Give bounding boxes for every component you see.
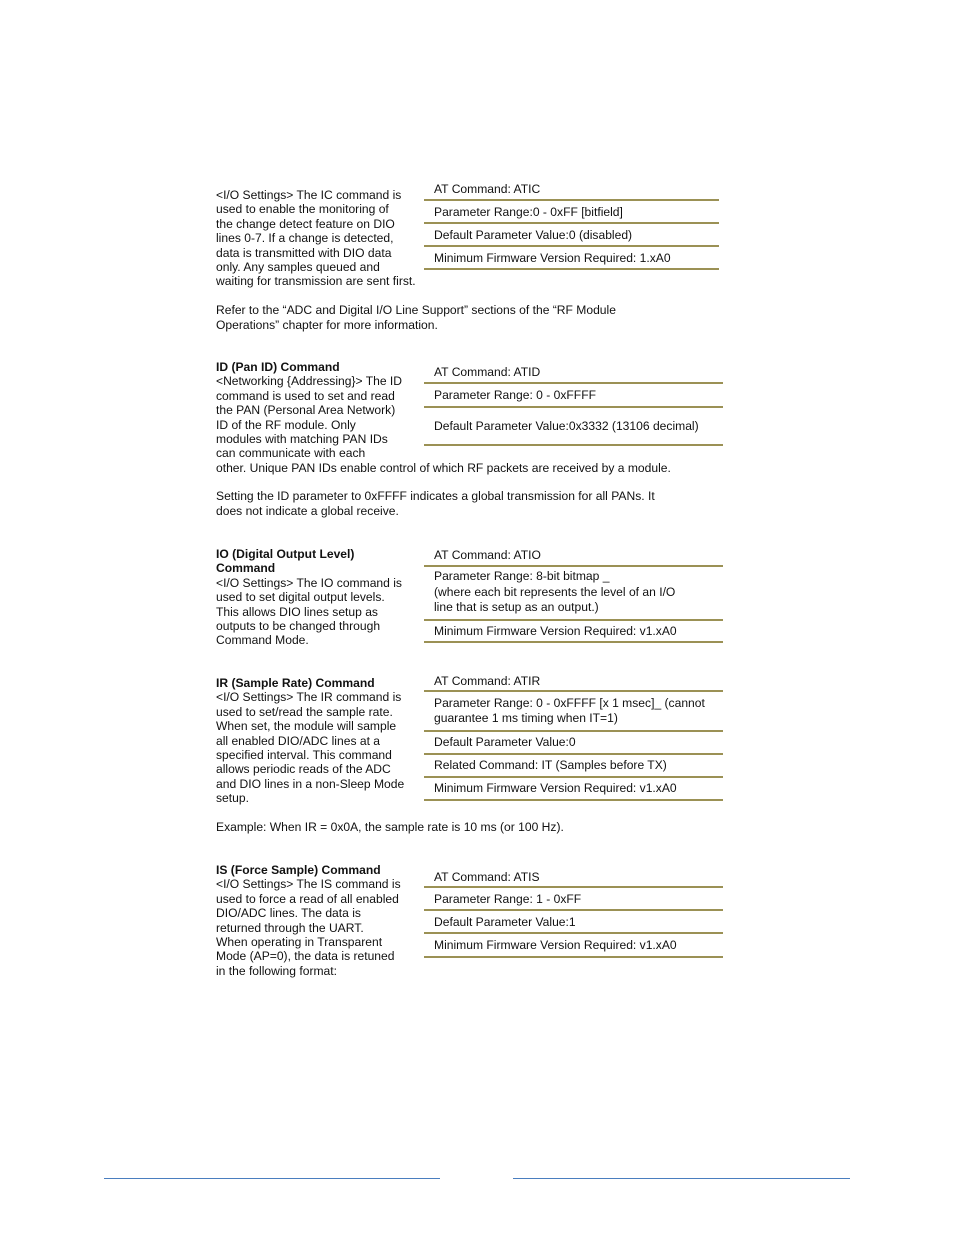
id-parameter-table [424,362,723,446]
desc-line: the PAN (Personal Area Network) [216,403,396,418]
desc-line: used to set/read the sample rate. [216,704,393,719]
is-description [216,863,426,978]
table-row: Parameter Range:0 - 0xFF [bitfield] [424,201,719,224]
desc-line: used to enable the monitoring of [216,202,389,217]
is-parameter-table [424,867,723,958]
desc-line: <I/O Settings> The IR command is [216,690,402,705]
note-line: Setting the ID parameter to 0xFFFF indicates a global transmission for all PANs. It [216,489,655,503]
desc-line: returned through the UART. [216,920,364,935]
note-line: does not indicate a global receive. [216,504,399,518]
desc-line: This allows DIO lines setup as [216,604,378,619]
desc-line: can communicate with each [216,446,366,461]
desc-line: all enabled DIO/ADC lines at a [216,733,381,748]
desc-line: the change detect feature on DIO [216,216,395,231]
table-row: Minimum Firmware Version Required: v1.xA0 [424,934,723,958]
table-row: Minimum Firmware Version Required: v1.xA0 [424,778,723,801]
desc-line: <I/O Settings> The IS command is [216,877,401,892]
footer-rule-right [513,1178,850,1179]
table-row: Parameter Range: 1 - 0xFF [424,888,723,911]
ir-note [216,820,716,835]
note-line: Operations” chapter for more information. [216,318,438,332]
ic-description [216,188,426,289]
desc-line: <I/O Settings> The IC command is [216,188,402,202]
desc-line: used to set digital output levels. [216,590,385,605]
desc-line: When operating in Transparent [216,935,383,950]
ir-parameter-table [424,672,723,801]
desc-line: waiting for transmission are sent first. [216,274,416,289]
io-description [216,547,426,648]
table-row: AT Command: ATIC [424,180,719,201]
desc-line: command is used to set and read [216,388,395,403]
desc-line: in the following format: [216,963,337,978]
table-row: Related Command: IT (Samples before TX) [424,755,723,778]
table-row: Parameter Range: 0 - 0xFFFF [424,384,723,408]
desc-line: lines 0-7. If a change is detected, [216,231,394,246]
note-line: Refer to the “ADC and Digital I/O Line Support” sections of the “RF Module [216,303,616,317]
table-row: Default Parameter Value:0 (disabled) [424,224,719,247]
desc-line: ID of the RF module. Only [216,417,356,432]
footer-rule-left [104,1178,440,1179]
ic-note [216,303,716,333]
desc-line: and DIO lines in a non-Sleep Mode [216,776,405,791]
desc-line: setup. [216,791,249,806]
ic-parameter-table [424,180,719,270]
desc-line: data is transmitted with DIO data [216,245,392,260]
section-heading: IO (Digital Output Level) [216,547,355,561]
desc-line: used to force a read of all enabled [216,891,399,906]
table-row: Minimum Firmware Version Required: v1.xA0 [424,621,723,643]
desc-line: allows periodic reads of the ADC [216,762,391,777]
desc-line: <Networking {Addressing}> The ID [216,374,402,389]
id-note [216,489,716,519]
desc-line: other. Unique PAN IDs enable control of which RF packets are received by a module. [216,460,671,475]
io-parameter-table [424,545,723,643]
section-heading: Command [216,561,276,576]
desc-line: modules with matching PAN IDs [216,432,388,447]
desc-line: <I/O Settings> The IO command is [216,575,402,590]
table-row: Default Parameter Value:0 [424,732,723,755]
desc-line: When set, the module will sample [216,719,397,734]
desc-line: Mode (AP=0), the data is retuned [216,949,395,964]
table-row: Default Parameter Value:1 [424,911,723,934]
desc-line: outputs to be changed through [216,619,381,634]
desc-line: DIO/ADC lines. The data is [216,906,361,921]
desc-line: only. Any samples queued and [216,260,380,275]
table-row: AT Command: ATIR [424,672,723,692]
table-row: AT Command: ATIS [424,867,723,888]
section-heading: IR (Sample Rate) Command [216,676,375,690]
table-row: AT Command: ATIO [424,545,723,567]
desc-line: Command Mode. [216,633,309,648]
ir-description [216,676,426,806]
section-heading: ID (Pan ID) Command [216,360,340,374]
table-row: Default Parameter Value:0x3332 (13106 decimal) [424,408,723,446]
note-line: Example: When IR = 0x0A, the sample rate is 10 ms (or 100 Hz). [216,820,564,834]
table-row: AT Command: ATID [424,362,723,384]
table-row: Minimum Firmware Version Required: 1.xA0 [424,247,719,270]
desc-line: specified interval. This command [216,748,392,763]
table-row: Parameter Range: 8-bit bitmap _ (where each bit represents the level of an I/O line that is setup as an output.) [424,567,723,621]
section-heading: IS (Force Sample) Command [216,863,381,877]
table-row: Parameter Range: 0 - 0xFFFF [x 1 msec]_ (cannot guarantee 1 ms timing when IT=1) [424,692,723,732]
